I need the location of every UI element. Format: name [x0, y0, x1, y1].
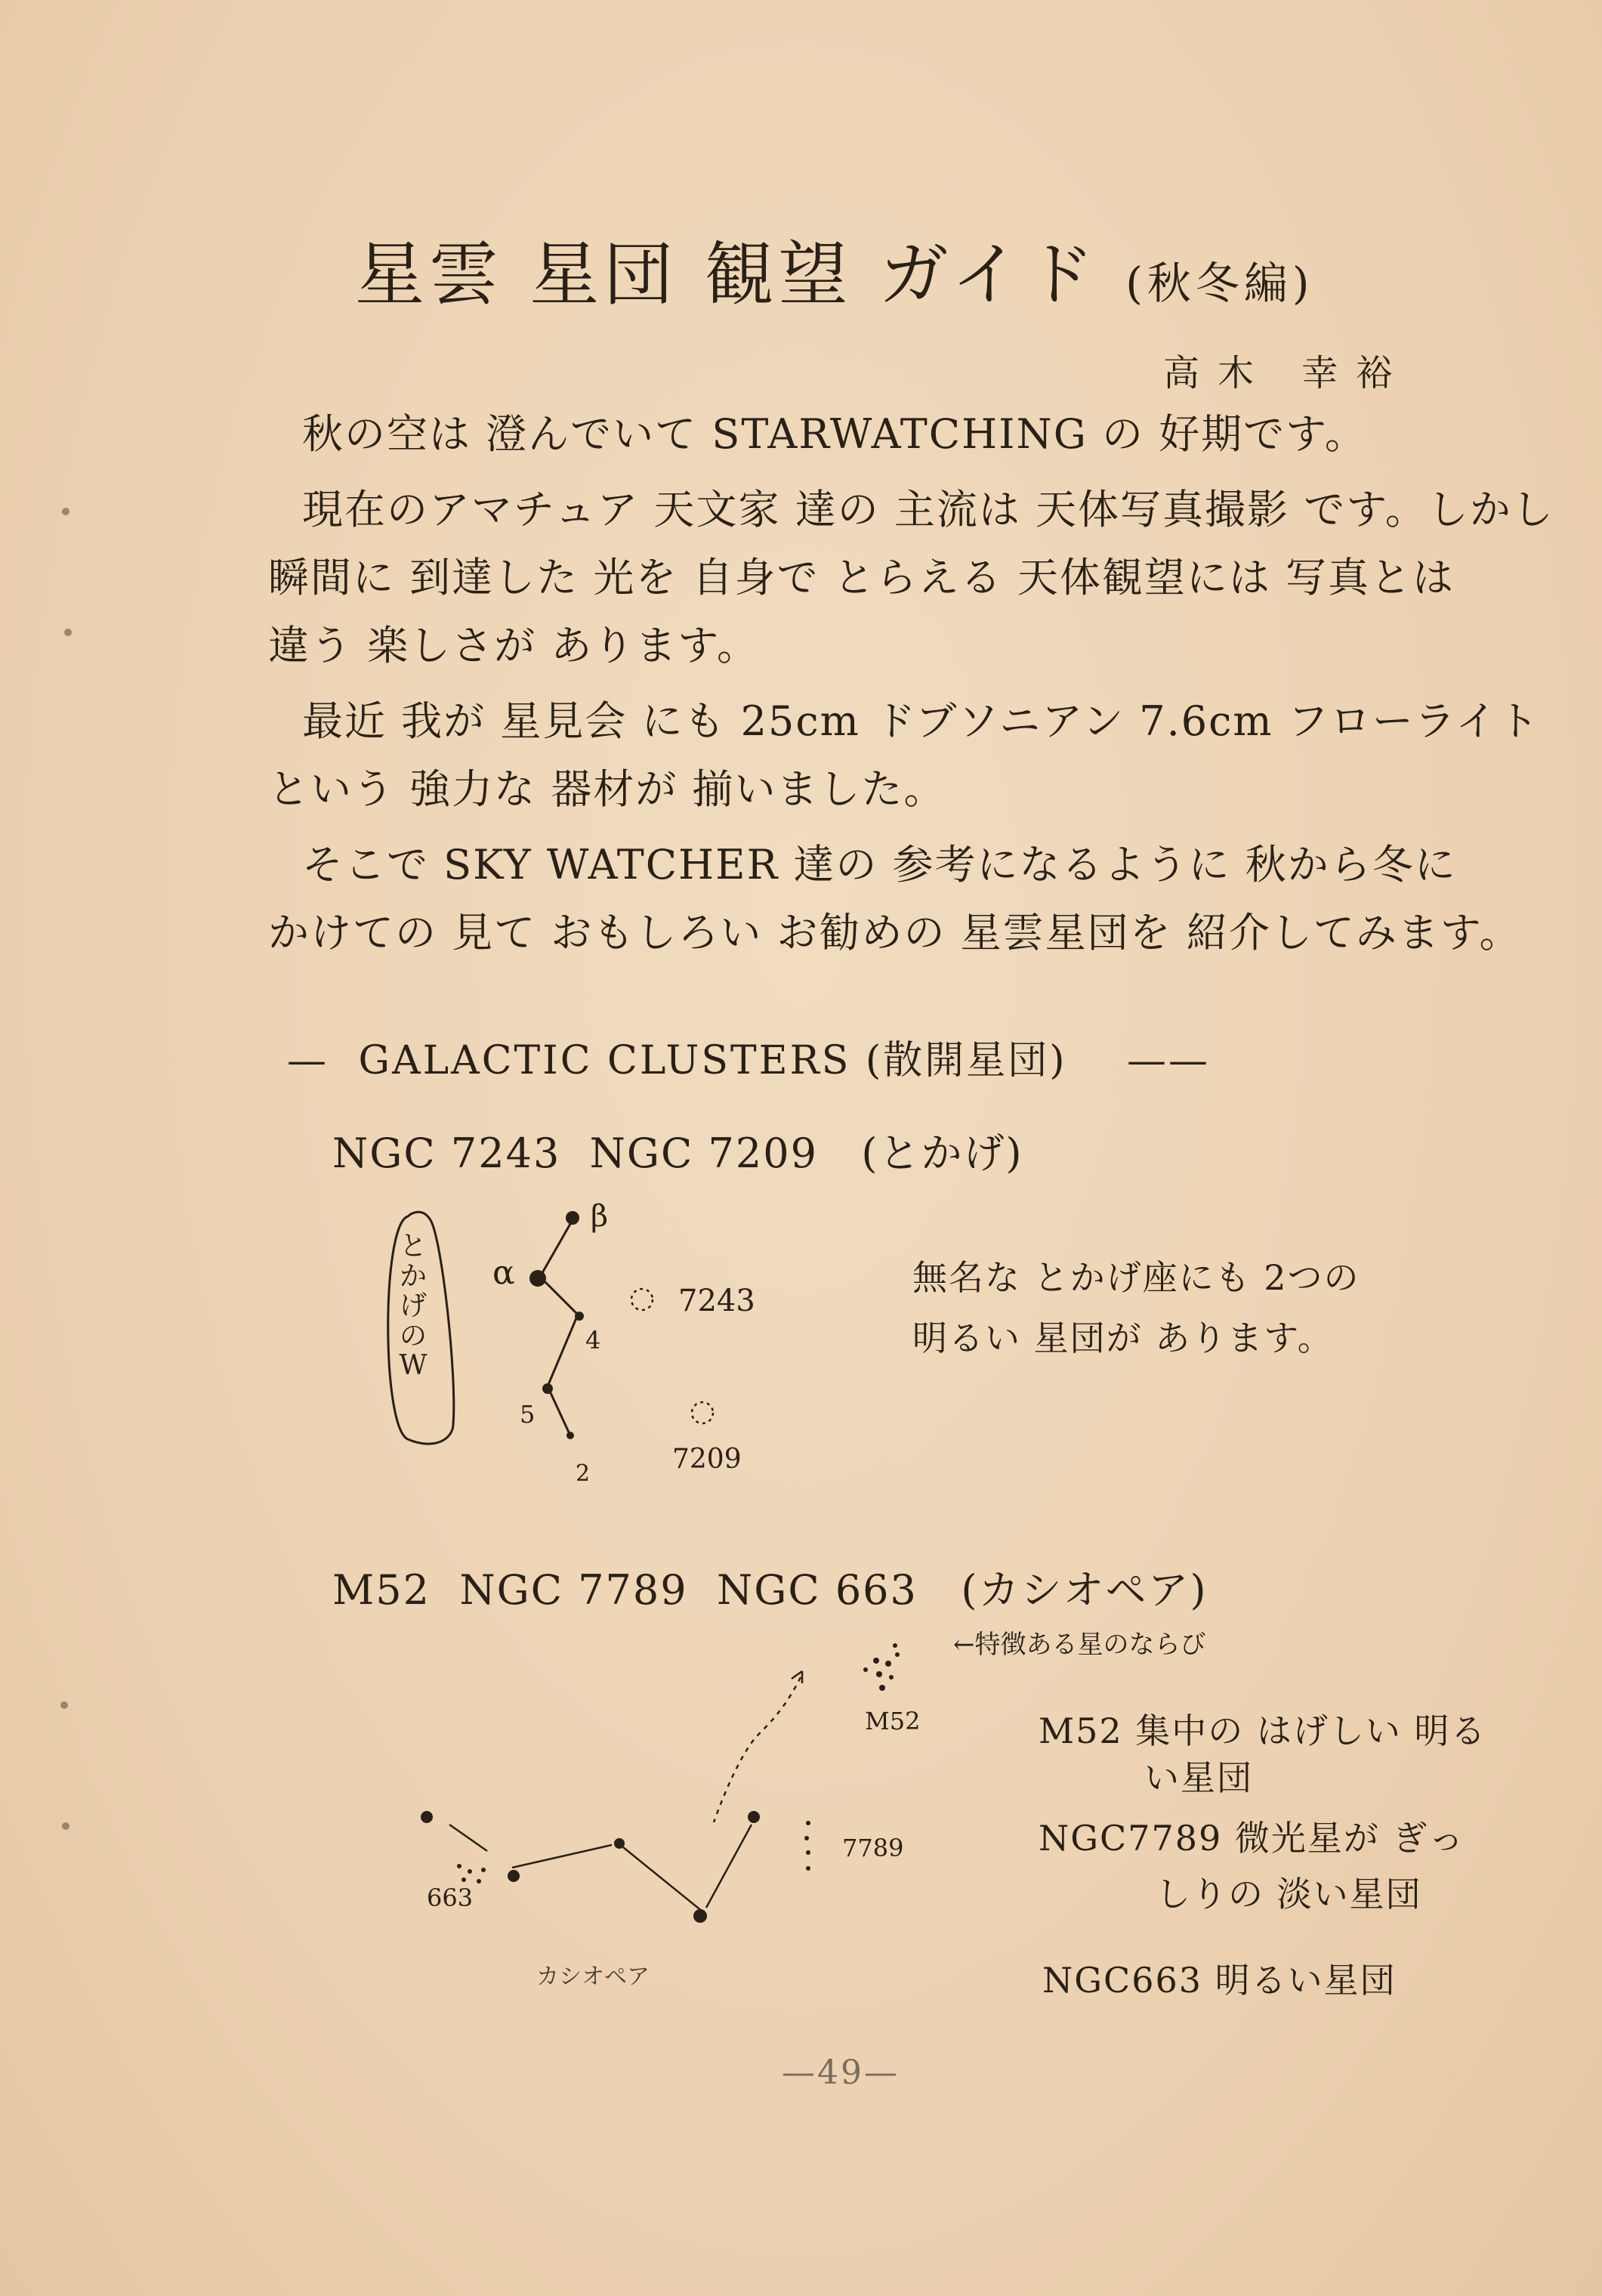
section-dash-left: —: [287, 1038, 329, 1083]
ngc7789-note-line1: NGC7789 微光星が ぎっ: [1039, 1818, 1465, 1859]
intro-line: 最近 我が 星見会 にも 25cm ドブソニアン 7.6cm フローライト: [302, 697, 1541, 745]
ngc663-note-line1: NGC663 明るい星団: [1042, 1960, 1397, 2001]
star-label-2: 2: [576, 1460, 591, 1487]
ngc7789-marker: [804, 1821, 810, 1871]
star-5: [542, 1383, 553, 1394]
cas-star: [421, 1811, 433, 1823]
star-2: [566, 1432, 574, 1439]
cassiopeia-heading: M52 NGC 7789 NGC 663 (カシオペア): [332, 1566, 1208, 1614]
map-label-663: 663: [427, 1883, 474, 1912]
star-label-5: 5: [520, 1400, 536, 1429]
cluster-label-7209: 7209: [672, 1444, 742, 1475]
ngc663-marker: [457, 1864, 486, 1883]
star-label-alpha: α: [492, 1253, 515, 1292]
intro-line: という 強力な 器材が 揃いました。: [268, 765, 946, 813]
title-sub: (秋冬編): [1125, 258, 1314, 309]
intro-line: 違う 楽しさが あります。: [268, 622, 760, 669]
cas-star: [748, 1811, 760, 1823]
star-4: [575, 1312, 584, 1321]
m52-note-line1: M52 集中の はげしい 明る: [1039, 1710, 1487, 1751]
page-number: —49—: [782, 2053, 900, 2092]
star-label-beta: β: [591, 1199, 609, 1234]
star-beta: [566, 1211, 579, 1225]
intro-line: 瞬間に 到達した 光を 自身で とらえる 天体観望には 写真とは: [268, 554, 1455, 601]
intro-line: 秋の空は 澄んでいて STARWATCHING の 好期です。: [302, 410, 1367, 458]
section-heading: [287, 1038, 1211, 1083]
map-label-7789: 7789: [842, 1834, 904, 1862]
binder-hole: [62, 508, 69, 515]
page-title: [355, 234, 1314, 315]
intro-line: かけての 見て おもしろい お勧めの 星雲星団を 紹介してみます。: [268, 909, 1522, 956]
cassiopeia-star-map: [408, 1624, 952, 1942]
binder-hole: [64, 629, 72, 636]
cluster-label-7243: 7243: [678, 1284, 755, 1318]
intro-line: そこで SKY WATCHER 達の 参考になるように 秋から冬に: [302, 841, 1457, 888]
lacerta-heading: NGC 7243 NGC 7209 (とかげ): [332, 1129, 1023, 1177]
section-dash-right: ——: [1127, 1038, 1211, 1083]
binder-hole: [62, 1822, 69, 1830]
cluster-7243-marker: [631, 1289, 653, 1310]
cassiopeia-pointer-note: ←特徴ある星のならび: [953, 1630, 1206, 1660]
star-alpha: [529, 1270, 546, 1287]
ngc7789-note-line2: しりの 淡い星団: [1156, 1874, 1422, 1914]
star-label-4: 4: [585, 1326, 601, 1355]
cas-star: [614, 1838, 625, 1849]
title-main: 星雲 星団 観望 ガイド: [355, 234, 1099, 315]
constellation-label: カシオペア: [536, 1964, 650, 1990]
cas-star: [508, 1870, 520, 1882]
intro-line: 現在のアマチュア 天文家 達の 主流は 天体写真撮影 です。しかし: [302, 486, 1554, 533]
map-label-m52: M52: [865, 1707, 921, 1735]
author-name: 高木 幸裕: [1163, 352, 1411, 394]
cluster-7209-marker: [692, 1402, 713, 1423]
m52-note-line2: い星団: [1144, 1757, 1253, 1798]
lacerta-note-line: 無名な とかげ座にも 2つの: [912, 1257, 1360, 1298]
section-label: GALACTIC CLUSTERS (散開星団): [358, 1038, 1067, 1083]
m52-marker: [863, 1643, 900, 1691]
binder-hole: [60, 1701, 68, 1709]
lacerta-note-line: 明るい 星団が あります。: [912, 1318, 1334, 1358]
cas-star: [693, 1909, 707, 1923]
lacerta-box-label: とかげのW: [399, 1231, 428, 1382]
